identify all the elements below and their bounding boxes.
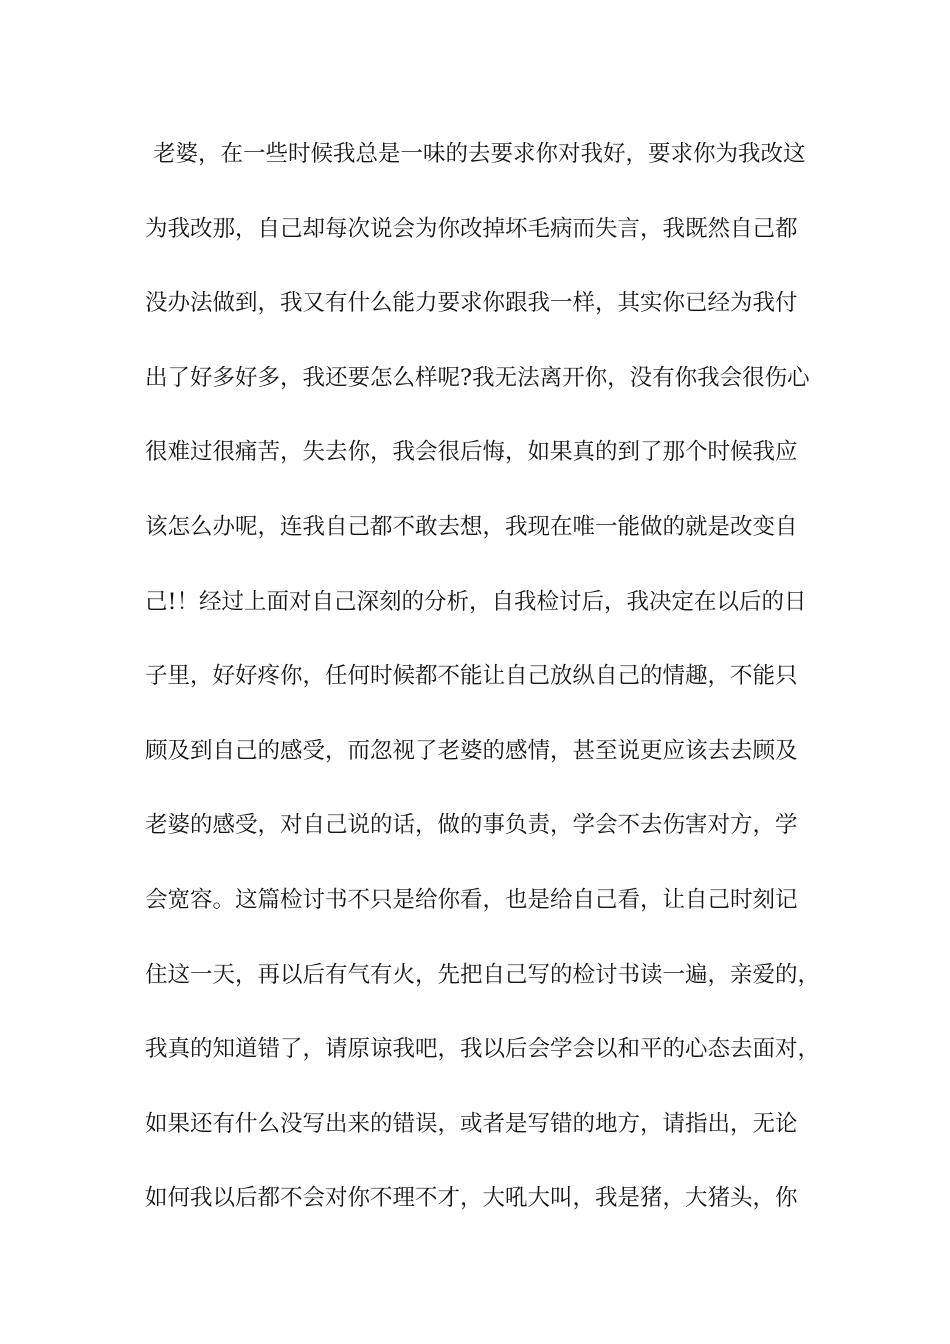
text-line-14: 如果还有什么没写出来的错误，或者是写错的地方，请指出，无论 [145, 1110, 798, 1137]
text-line-6: 该怎么办呢，连我自己都不敢去想，我现在唯一能做的就是改变自 [145, 513, 798, 540]
text-line-15: 如何我以后都不会对你不理不才，大吼大叫，我是猪，大猪头，你 [145, 1185, 798, 1212]
text-line-2: 为我改那，自己却每次说会为你改掉坏毛病而失言，我既然自己都 [145, 215, 798, 242]
text-line-5: 很难过很痛苦，失去你，我会很后悔，如果真的到了那个时候我应 [145, 439, 798, 466]
text-line-9: 顾及到自己的感受，而忽视了老婆的感情，甚至说更应该去去顾及 [145, 737, 798, 764]
text-line-13: 我真的知道错了，请原谅我吧，我以后会学会以和平的心态去面对， [145, 1036, 821, 1063]
body-paragraph [145, 126, 825, 1245]
text-line-3: 没办法做到，我又有什么能力要求你跟我一样，其实你已经为我付 [145, 290, 798, 317]
text-line-4: 出了好多好多，我还要怎么样呢?我无法离开你，没有你我会很伤心 [145, 364, 810, 391]
text-line-8: 子里，好好疼你，任何时候都不能让自己放纵自己的情趣，不能只 [145, 663, 798, 690]
text-line-12: 住这一天，再以后有气有火，先把自己写的检讨书读一遍，亲爱的， [145, 961, 821, 988]
text-line-11: 会宽容。这篇检讨书不只是给你看，也是给自己看，让自己时刻记 [145, 886, 798, 913]
text-line-10: 老婆的感受，对自己说的话，做的事负责，学会不去伤害对方，学 [145, 812, 798, 839]
text-line-7: 己!！经过上面对自己深刻的分析，自我检讨后，我决定在以后的日 [145, 588, 807, 615]
text-line-1: 老婆，在一些时候我总是一味的去要求你对我好，要求你为我改这 [153, 141, 806, 167]
